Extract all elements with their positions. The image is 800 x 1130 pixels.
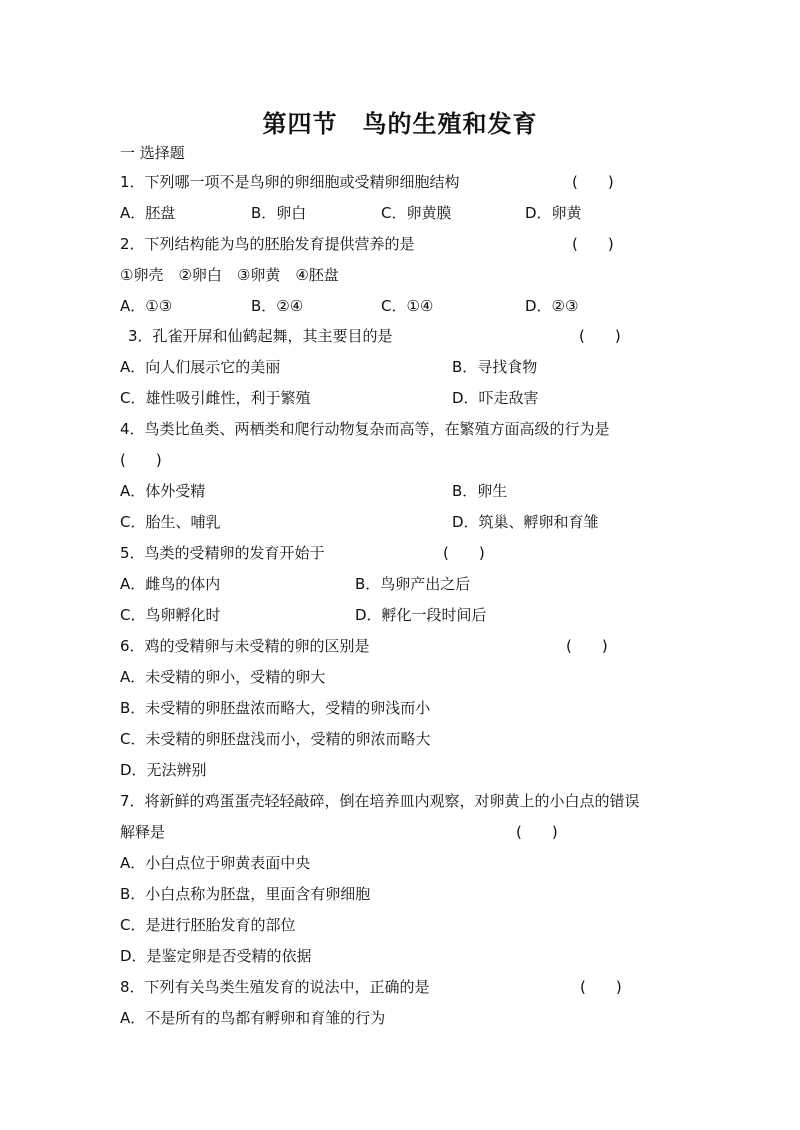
question-4-option-b: B．卵生 <box>452 482 508 500</box>
question-7-option-a: A．小白点位于卵黄表面中央 <box>120 854 311 872</box>
question-1-option-d: D．卵黄 <box>525 204 582 222</box>
question-5-option-d: D．孵化一段时间后 <box>355 606 487 624</box>
question-7-option-b: B．小白点称为胚盘，里面含有卵细胞 <box>120 885 371 903</box>
question-1-option-c: C．卵黄膜 <box>381 204 452 222</box>
question-7-stem-continued: 解释是 <box>120 823 166 841</box>
question-3-option-d: D．吓走敌害 <box>452 389 539 407</box>
question-2-choices: ①卵壳 ②卵白 ③卵黄 ④胚盘 <box>120 266 339 284</box>
question-5-option-b: B．鸟卵产出之后 <box>355 575 471 593</box>
question-1-option-b: B．卵白 <box>251 204 307 222</box>
question-1-stem: 1．下列哪一项不是鸟卵的卵细胞或受精卵细胞结构 <box>120 173 460 191</box>
question-5-option-a: A．雌鸟的体内 <box>120 575 221 593</box>
question-4-option-a: A．体外受精 <box>120 482 206 500</box>
question-2-option-c: C．①④ <box>381 297 434 315</box>
question-6-stem: 6．鸡的受精卵与未受精的卵的区别是 <box>120 637 370 655</box>
question-2-answer-blank: ( ) <box>572 235 614 253</box>
question-5-option-c: C．鸟卵孵化时 <box>120 606 221 624</box>
question-3-option-c: C．雄性吸引雌性，利于繁殖 <box>120 389 311 407</box>
question-2-option-a: A．①③ <box>120 297 173 315</box>
question-1-option-a: A．胚盘 <box>120 204 176 222</box>
question-4-answer-blank: ( ) <box>120 451 162 469</box>
question-7-stem: 7．将新鲜的鸡蛋蛋壳轻轻敲碎，倒在培养皿内观察，对卵黄上的小白点的错误 <box>120 792 640 810</box>
question-2-stem: 2．下列结构能为鸟的胚胎发育提供营养的是 <box>120 235 415 253</box>
question-6-option-a: A．未受精的卵小，受精的卵大 <box>120 668 326 686</box>
question-5-stem: 5．鸟类的受精卵的发育开始于 <box>120 544 325 562</box>
question-7-option-c: C．是进行胚胎发育的部位 <box>120 916 296 934</box>
question-6-option-d: D．无法辨别 <box>120 761 207 779</box>
question-4-option-d: D．筑巢、孵卵和育雏 <box>452 513 599 531</box>
section-heading: 一 选择题 <box>120 144 185 162</box>
question-8-answer-blank: ( ) <box>580 978 622 996</box>
question-3-option-a: A．向人们展示它的美丽 <box>120 358 281 376</box>
question-8-stem: 8．下列有关鸟类生殖发育的说法中，正确的是 <box>120 978 430 996</box>
question-3-answer-blank: ( ) <box>579 327 621 345</box>
question-4-option-c: C．胎生、哺乳 <box>120 513 221 531</box>
page-title: 第四节 鸟的生殖和发育 <box>262 110 538 138</box>
question-6-answer-blank: ( ) <box>566 637 608 655</box>
question-4-stem: 4．鸟类比鱼类、两栖类和爬行动物复杂而高等，在繁殖方面高级的行为是 <box>120 420 610 438</box>
question-6-option-c: C．未受精的卵胚盘浅而小，受精的卵浓而略大 <box>120 730 431 748</box>
question-6-option-b: B．未受精的卵胚盘浓而略大，受精的卵浅而小 <box>120 699 431 717</box>
question-7-answer-blank: ( ) <box>516 823 558 841</box>
question-1-answer-blank: ( ) <box>572 173 614 191</box>
question-3-option-b: B．寻找食物 <box>452 358 538 376</box>
question-7-option-d: D．是鉴定卵是否受精的依据 <box>120 947 312 965</box>
question-8-option-a: A．不是所有的鸟都有孵卵和育雏的行为 <box>120 1009 386 1027</box>
question-2-option-b: B．②④ <box>251 297 304 315</box>
question-2-option-d: D．②③ <box>525 297 579 315</box>
question-5-answer-blank: ( ) <box>443 544 485 562</box>
question-3-stem: 3．孔雀开屏和仙鹤起舞，其主要目的是 <box>128 327 393 345</box>
